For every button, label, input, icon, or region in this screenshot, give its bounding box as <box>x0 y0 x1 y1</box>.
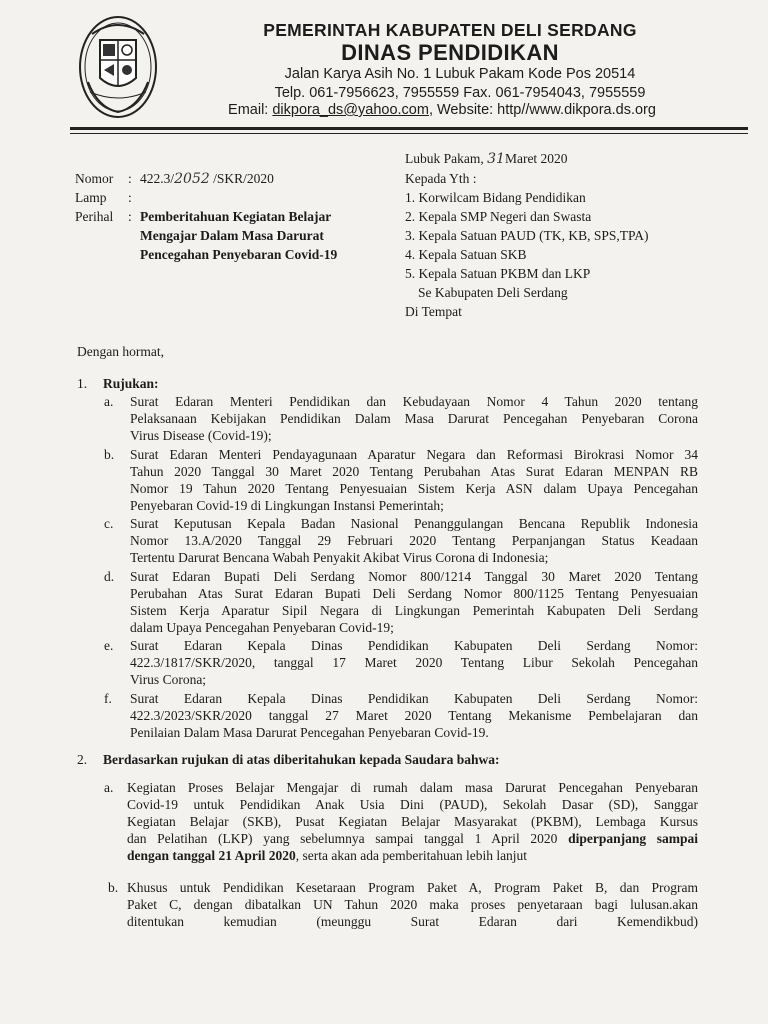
notice-line: Khusus untuk Pendidikan Kesetaraan Program Paket A, Program Paket B, dan Program <box>127 880 698 895</box>
reference-line: dalam Upaya Pencegahan Penyebaran Covid-19; <box>130 620 394 635</box>
reference-letter: d. <box>104 569 115 584</box>
office-phone: Telp. 061-7956623, 7955559 Fax. 061-7954043, 7955559 <box>274 85 646 101</box>
notice-line: ditentukan kemudian (meunggu Surat Edaran dari Kemendikbud) <box>127 914 698 929</box>
reference-letter: e. <box>104 638 114 653</box>
reference-line: Pelaksanaan Kebijakan Pendidikan Dalam Masa Darurat Pencegahan Penyebaran Corona <box>130 411 698 426</box>
lamp-label: Lamp <box>75 190 107 205</box>
colon: : <box>128 209 132 224</box>
reference-line: Surat Edaran Kepala Dinas Pendidikan Kabupaten Deli Serdang Nomor: <box>130 638 698 653</box>
reference-line: Perubahan Atas Surat Edaran Bupati Deli Serdang Nomor 800/1125 Tentang Penyesuaian <box>130 586 698 601</box>
government-name: PEMERINTAH KABUPATEN DELI SERDANG <box>263 20 637 40</box>
reference-line: Nomor 19 Tahun 2020 Tentang Penyesuaian Sistem Kerja ASN dalam Upaya Pencegahan <box>130 481 698 496</box>
reference-line: Penilaian Dalam Masa Darurat Pencegahan Penyebaran Covid-19. <box>130 725 489 740</box>
recipient-heading: Kepada Yth : <box>405 171 477 186</box>
section-title: Berdasarkan rujukan di atas diberitahukan kepada Saudara bahwa: <box>103 752 500 767</box>
letter-number: 422.3/2052 /SKR/2020 <box>140 171 274 187</box>
colon: : <box>128 190 132 205</box>
reference-line: Virus Corona; <box>130 672 207 687</box>
reference-line: 422.3/1817/SKR/2020, tanggal 17 Maret 2020 Tentang Libur Sekolah Pencegahan <box>130 655 698 670</box>
nomor-label: Nomor <box>75 171 114 186</box>
perihal-label: Perihal <box>75 209 114 224</box>
notice-line: Kegiatan Belajar (SKB), Pusat Kegiatan Belajar Masyarakat (PKBM), Lembaga Kursus <box>127 814 698 829</box>
recipient-region: Se Kabupaten Deli Serdang <box>418 285 568 300</box>
reference-letter: b. <box>104 447 115 462</box>
recipient-item: 4. Kepala Satuan SKB <box>405 247 527 262</box>
colon: : <box>128 171 132 186</box>
notice-line: dengan tanggal 21 April 2020, serta akan ada pemberitahuan lebih lanjut <box>127 848 528 863</box>
notice-line: Covid-19 untuk Pendidikan Anak Usia Dini (PAUD), Sekolah Dasar (SD), Sanggar <box>127 797 698 812</box>
reference-line: 422.3/2023/SKR/2020 tanggal 27 Maret 2020 Tentang Mekanisme Pembelajaran dan <box>130 708 698 723</box>
email-label: Email: <box>228 102 273 118</box>
recipient-item: 2. Kepala SMP Negeri dan Swasta <box>405 209 592 224</box>
notice-line: Paket C, dengan dibatalkan UN Tahun 2020 maka proses penyetaraan bagi lulusan.akan <box>127 897 698 912</box>
subject-line: Mengajar Dalam Masa Darurat <box>140 228 324 243</box>
subject-line: Pemberitahuan Kegiatan Belajar <box>140 209 332 224</box>
recipient-item: 5. Kepala Satuan PKBM dan LKP <box>405 266 591 281</box>
letterhead-divider-thick <box>70 127 748 130</box>
handwritten-date: 31 <box>487 151 505 167</box>
reference-line: Tertentu Darurat Bencana Wabah Penyakit Akibat Virus Corona di Indonesia; <box>130 550 549 565</box>
recipient-item: 3. Kepala Satuan PAUD (TK, KB, SPS,TPA) <box>405 228 649 243</box>
notice-line: dan Pelatihan (LKP) yang sebelumnya sampai tanggal 1 April 2020 diperpanjang sampai <box>127 831 699 846</box>
reference-letter: f. <box>104 691 112 706</box>
reference-line: Tahun 2020 Tanggal 30 Maret 2020 Tentang Perubahan Atas Surat Edaran MENPAN RB <box>130 464 698 479</box>
reference-line: Surat Keputusan Kepala Badan Nasional Penanggulangan Bencana Republik Indonesia <box>130 516 698 531</box>
office-address: Jalan Karya Asih No. 1 Lubuk Pakam Kode Pos 20514 <box>284 66 636 82</box>
regency-emblem-logo <box>76 12 160 122</box>
recipient-location: Di Tempat <box>405 304 462 319</box>
reference-line: Surat Edaran Kepala Dinas Pendidikan Kabupaten Deli Serdang Nomor: <box>130 691 698 706</box>
section-title: Rujukan: <box>103 376 159 391</box>
subject-line: Pencegahan Penyebaran Covid-19 <box>140 247 338 262</box>
reference-line: Virus Disease (Covid-19); <box>130 428 272 443</box>
place-date: Lubuk Pakam, 31Maret 2020 <box>405 151 568 167</box>
section-number: 1. <box>77 376 88 391</box>
notice-letter: b. <box>108 880 119 895</box>
reference-letter: a. <box>104 394 114 409</box>
reference-line: Surat Edaran Menteri Pendidikan dan Kebudayaan Nomor 4 Tahun 2020 tentang <box>130 394 698 409</box>
handwritten-number: 2052 <box>174 171 210 187</box>
extension-notice: diperpanjang sampai <box>568 831 699 846</box>
notice-letter: a. <box>104 780 114 795</box>
reference-line: Surat Edaran Bupati Deli Serdang Nomor 800/1214 Tanggal 30 Maret 2020 Tentang <box>130 569 698 584</box>
reference-line: Surat Edaran Menteri Pendayagunaan Aparatur Negara dan Reformasi Birokrasi Nomor 34 <box>130 447 698 462</box>
section-number: 2. <box>77 752 88 767</box>
extension-date: dengan tanggal 21 April 2020 <box>127 848 296 863</box>
greeting: Dengan hormat, <box>77 344 164 359</box>
letterhead-divider-thin <box>70 133 748 134</box>
website-label: , Website: http//www.dikpora.ds.org <box>428 102 656 118</box>
reference-line: Penyebaran Covid-19 di Lingkungan Instansi Pemerintah; <box>130 498 444 513</box>
email-address: dikpora_ds@yahoo.com <box>272 102 429 118</box>
reference-letter: c. <box>104 516 114 531</box>
contact-line <box>162 102 722 118</box>
reference-line: Sistem Kerja Aparatur Sipil Negara di Lingkungan Pemerintah Kabupaten Deli Serdang <box>130 603 698 618</box>
department-name: DINAS PENDIDIKAN <box>341 40 559 65</box>
notice-line: Kegiatan Proses Belajar Mengajar di rumah dalam masa Darurat Pencegahan Penyebaran <box>127 780 698 795</box>
recipient-item: 1. Korwilcam Bidang Pendidikan <box>405 190 586 205</box>
reference-line: Nomor 13.A/2020 Tanggal 29 Februari 2020 Tentang Perpanjangan Status Keadaan <box>130 533 698 548</box>
